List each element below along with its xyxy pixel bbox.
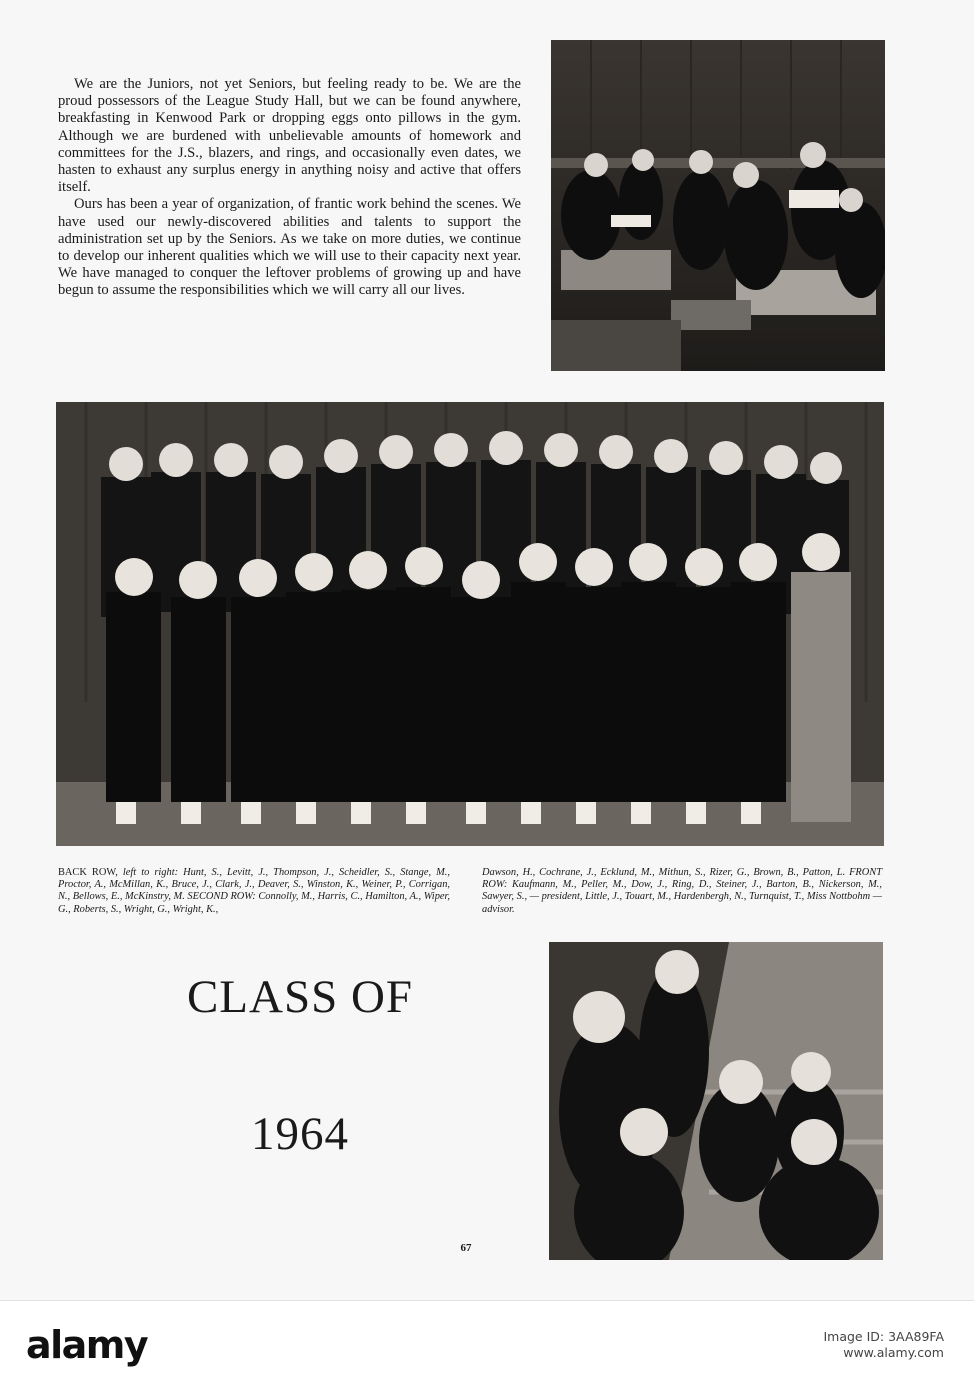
image-id: Image ID: 3AA89FA: [823, 1329, 944, 1344]
stock-footer: [0, 1300, 974, 1391]
photo-caption-right: Dawson, H., Cochrane, J., Ecklund, M., Mithun, S., Rizer, G., Brown, B., Patton, L. FRONT ROW: Kaufmann, M., Peller, M., Dow, J., Ring, D., Steiner, J., Barton, B., Nickerson, M., Sawyer, S., — president, Little, J., Touart, M., Hardenbergh, N., Turnquist, T., Miss Nottbohm — advisor.: [482, 867, 882, 915]
stock-info: [823, 1329, 944, 1361]
class-group-photo: [56, 402, 884, 846]
class-heading: CLASS OF: [186, 971, 414, 1023]
photo-caption-left: [58, 867, 450, 916]
intro-paragraph-2: Ours has been a year of organization, of frantic work behind the scenes. We have used our newly-discovered abilities and talents to support the administration set up by the Seniors. As we take on more duties, we continue to develop our inherent qualities which we will use to their capacity next year. We have managed to conquer the leftover problems of growing up and have begun to assume the responsibilities which we will carry all our lives.: [58, 196, 521, 299]
study-hall-photo: [551, 40, 885, 371]
caption-lead: BACK ROW,: [58, 867, 118, 878]
caption-left-text: left to right: Hunt, S., Levitt, J., Thompson, J., Scheidler, S., Stange, M., Proctor, A., McMillan, K., Bruce, J., Clark, J., Deaver, S., Winston, K., Weiner, P., Corrigan, N., Bellows, E., McKinstry, M. SECOND ROW: Connolly, M., Harris, C., Hamilton, A., Wiper, G., Roberts, S., Wright, G., Wright, K.,: [58, 867, 451, 915]
site-link[interactable]: www.alamy.com: [843, 1345, 944, 1360]
class-year: 1964: [251, 1108, 349, 1160]
alamy-logo[interactable]: alamy: [26, 1323, 148, 1367]
intro-text: [58, 76, 521, 300]
intro-paragraph-1: We are the Juniors, not yet Seniors, but feeling ready to be. We are the proud possessors of the League Study Hall, but we can be found anywhere, breakfasting in Kenwood Park or dropping eggs onto pillows in the gym. Although we are burdened with unbelievable amounts of homework and committees for the J.S., blazers, and rings, and occasionally even dates, we hasten to exhaust any surplus energy in anything noisy and active that offers itself.: [58, 76, 521, 196]
stairs-group-photo: [549, 942, 883, 1260]
page-number: 67: [460, 1242, 472, 1254]
